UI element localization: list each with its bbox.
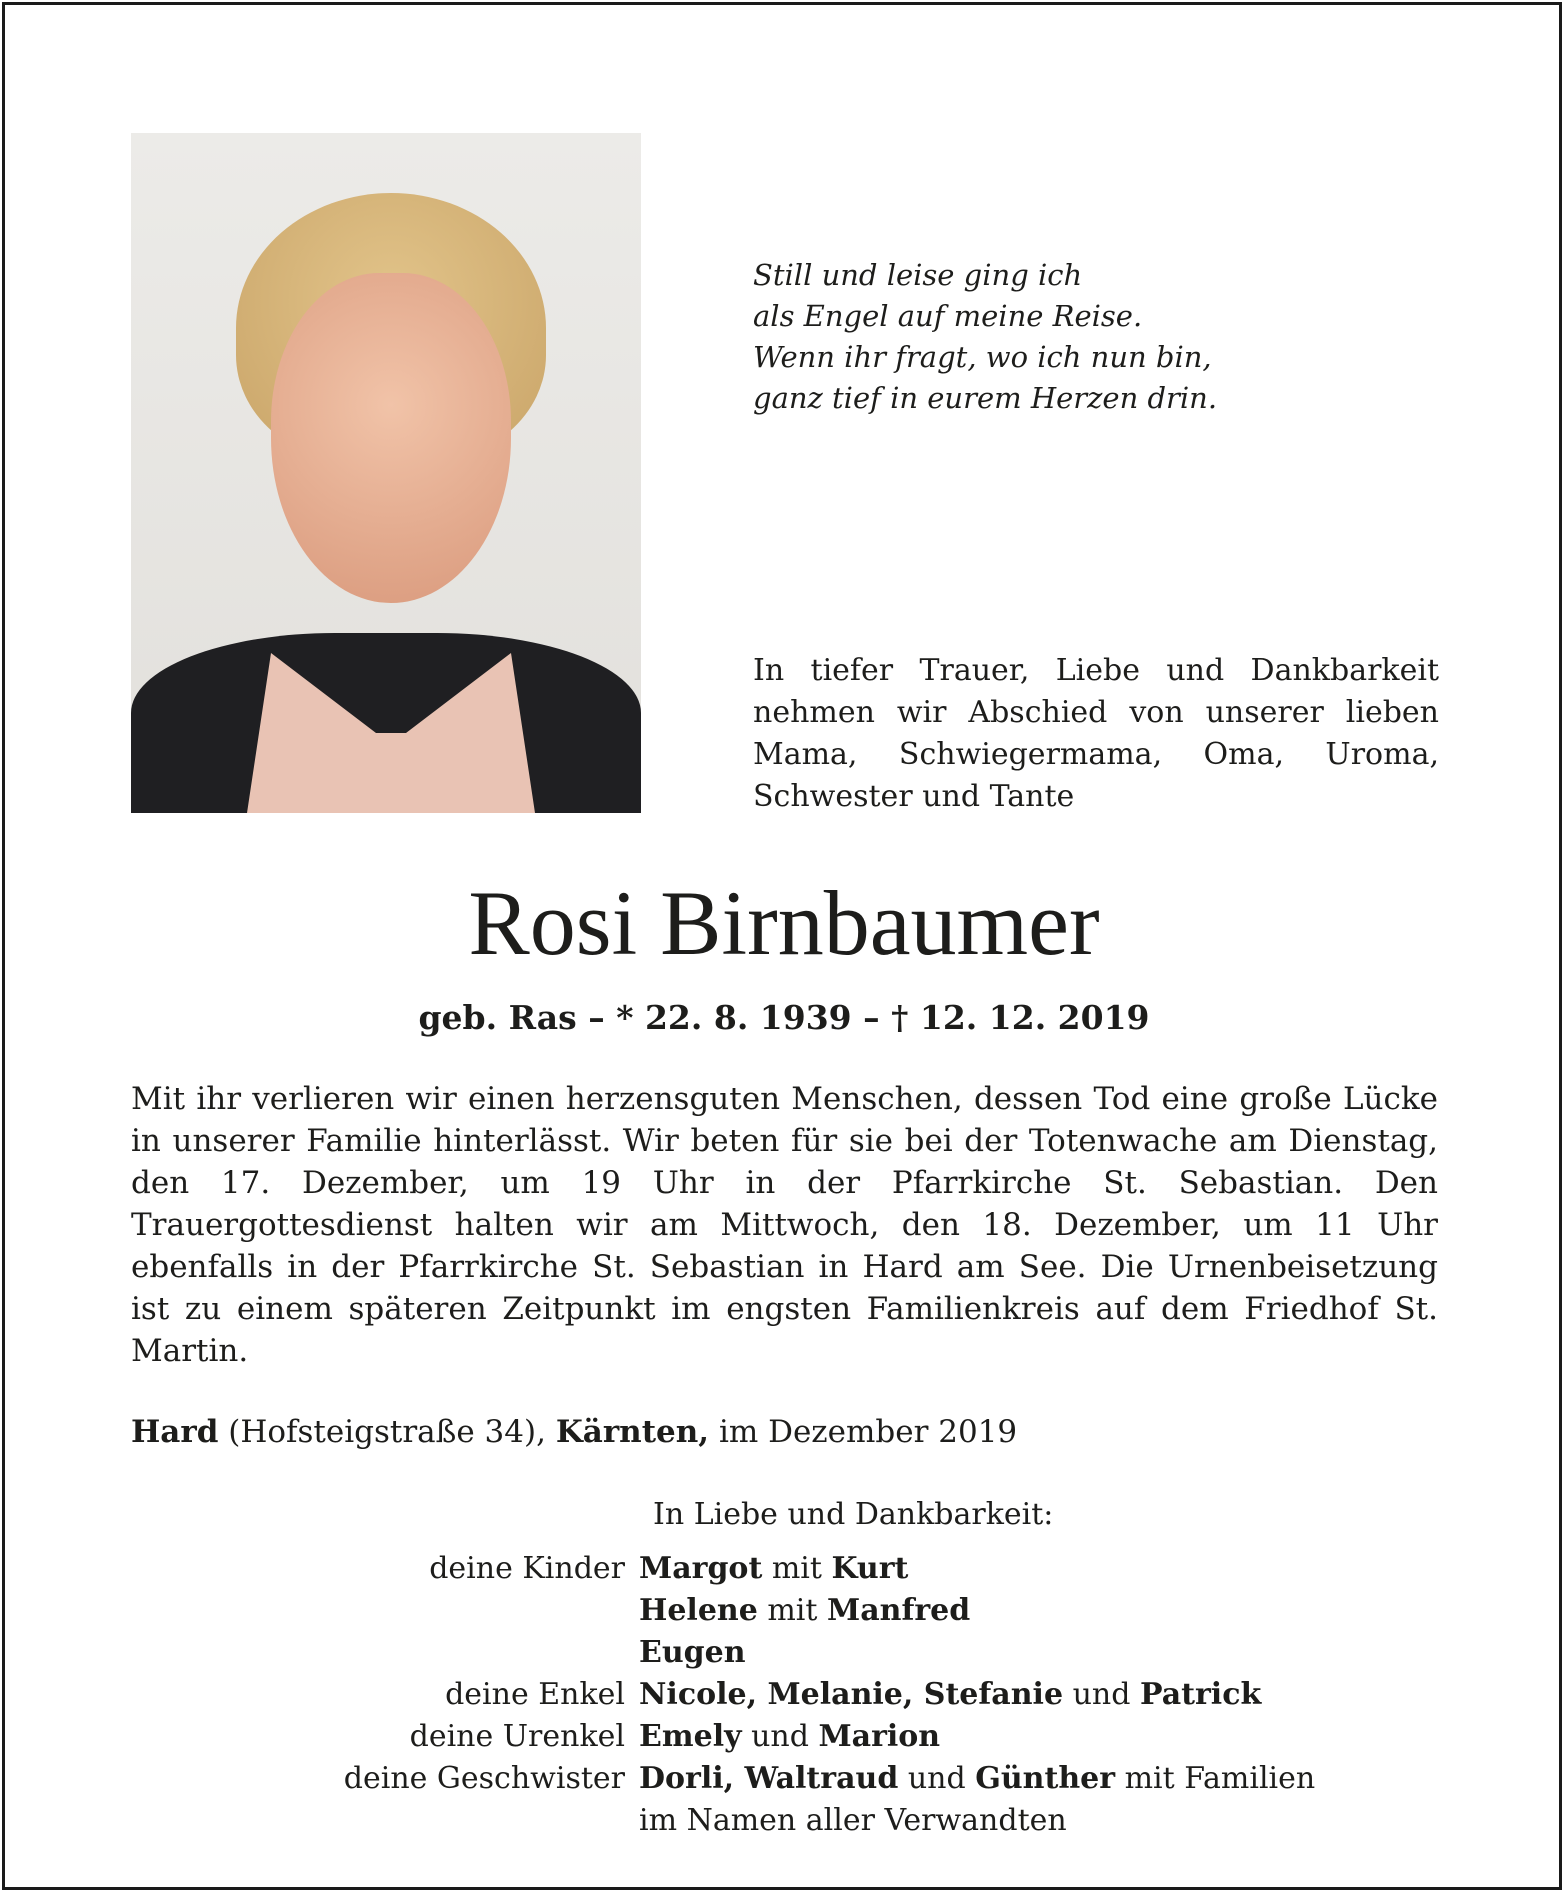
family-row	[0, 1716, 1315, 1758]
region: Kärnten,	[555, 1414, 710, 1450]
body-text: Mit ihr verlieren wir einen herzensguten Menschen, dessen Tod eine große Lücke in unserer Familie hinterlässt. Wir beten für sie bei der Totenwache am Dienstag, den 17. Dezember, um 19 Uhr in der Pfarrkirche St. Sebastian. Den Trauergottesdienst halten wir am Mittwoch, den 18. Dezember, um 11 Uhr ebenfalls in der Pfarrkirche St. Sebastian in Hard am See. Die Urnenbeisetzung ist zu einem späteren Zeitpunkt im engsten Familienkreis auf dem Friedhof St. Martin.	[131, 1081, 1438, 1369]
family-names	[639, 1716, 940, 1758]
family-name: Marion	[818, 1719, 941, 1754]
family-name: Manfred	[827, 1593, 971, 1628]
family-row	[0, 1590, 1315, 1632]
family-name: Günther	[975, 1761, 1116, 1796]
family-names	[639, 1590, 970, 1632]
connector-text: und	[1063, 1677, 1140, 1712]
family-name: Eugen	[639, 1635, 746, 1670]
family-row	[0, 1674, 1315, 1716]
family-row	[0, 1548, 1315, 1590]
address: (Hofsteigstraße 34),	[218, 1414, 556, 1450]
life-dates: geb. Ras – * 22. 8. 1939 – † 12. 12. 2019	[418, 998, 1150, 1037]
connector-text: mit	[757, 1593, 827, 1628]
poem-line: Wenn ihr fragt, wo ich nun bin,	[753, 340, 1212, 374]
intro-text: In tiefer Trauer, Liebe und Dankbarkeit nehmen wir Abschied von unserer lieben Mama, Schwiegermama, Oma, Uroma, Schwester und Tante	[753, 653, 1439, 814]
family-row	[0, 1758, 1315, 1800]
relation-label: deine Kinder	[429, 1551, 625, 1586]
family-name: Margot	[639, 1551, 763, 1586]
family-name: Dorli, Waltraud	[639, 1761, 899, 1796]
portrait-photo	[131, 133, 641, 813]
family-list	[0, 1548, 1315, 1842]
connector-text: mit	[762, 1551, 832, 1586]
family-names	[639, 1632, 746, 1674]
poem-line: ganz tief in eurem Herzen drin.	[753, 381, 1218, 415]
family-name: Helene	[639, 1593, 758, 1628]
signoff: In Liebe und Dankbarkeit:	[653, 1497, 1054, 1532]
connector-text: und	[898, 1761, 976, 1796]
town: Hard	[131, 1414, 219, 1450]
family-name: Nicole, Melanie, Stefanie	[639, 1677, 1064, 1712]
family-row	[0, 1800, 1315, 1842]
relation-label: deine Enkel	[445, 1677, 625, 1712]
family-name: Emely	[639, 1719, 742, 1754]
family-name: Patrick	[1139, 1677, 1262, 1712]
connector-text: im Namen aller Verwandten	[639, 1803, 1067, 1838]
connector-text: und	[741, 1719, 819, 1754]
poem-line: Still und leise ging ich	[753, 258, 1083, 292]
poem	[753, 255, 1217, 419]
family-names	[639, 1548, 908, 1590]
family-names	[639, 1758, 1315, 1800]
relation-label: deine Geschwister	[343, 1761, 625, 1796]
poem-line: als Engel auf meine Reise.	[753, 299, 1143, 333]
relation-label: deine Urenkel	[409, 1719, 625, 1754]
family-names	[639, 1674, 1261, 1716]
family-name: Kurt	[831, 1551, 909, 1586]
connector-text: mit Familien	[1115, 1761, 1316, 1796]
relation-label	[0, 1590, 639, 1632]
place-date	[131, 1414, 1017, 1450]
deceased-name: Rosi Birnbaumer	[468, 872, 1100, 974]
relation-label	[0, 1632, 639, 1674]
relation-label	[0, 1800, 639, 1842]
family-names	[639, 1800, 1067, 1842]
family-row	[0, 1632, 1315, 1674]
date: im Dezember 2019	[709, 1414, 1018, 1450]
